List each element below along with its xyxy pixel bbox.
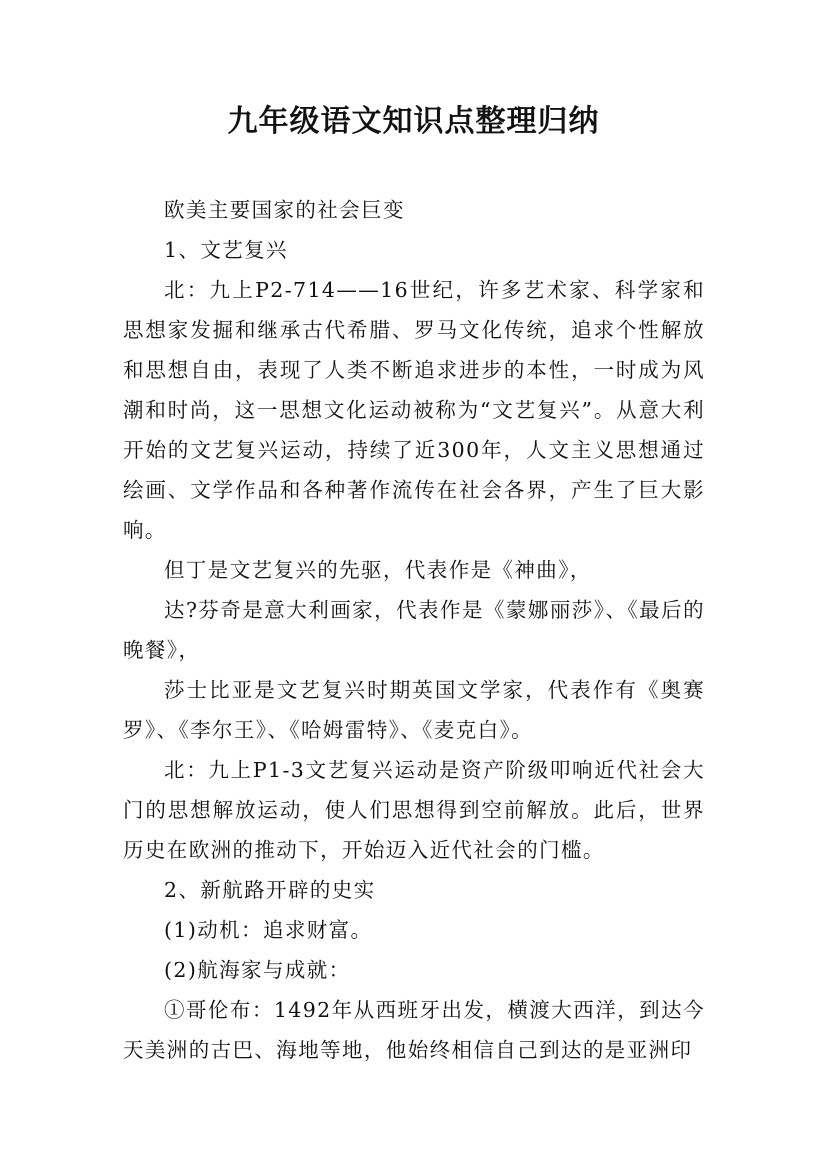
subsection-heading: 1、文艺复兴 [164,238,288,262]
section-heading: 欧美主要国家的社会巨变 [164,198,405,222]
document-title: 九年级语文知识点整理归纳 [227,104,600,139]
body-paragraph: ①哥伦布：1492年从西班牙出发，横渡大西洋，到达今天美洲的古巴、海地等地，他始终相信自己到达的是亚洲印 [123,998,705,1062]
document-body [123,190,705,1070]
subsection-heading: 2、新航路开辟的史实 [164,878,376,902]
body-paragraph: 达?芬奇是意大利画家，代表作是《蒙娜丽莎》、《最后的晚餐》， [123,598,705,662]
body-paragraph: 但丁是文艺复兴的先驱，代表作是《神曲》， [164,558,592,582]
body-paragraph: 莎士比亚是文艺复兴时期英国文学家，代表作有《奥赛罗》、《李尔王》、《哈姆雷特》、《麦克白》。 [123,678,705,742]
list-item: (1)动机：追求财富。 [164,918,373,942]
body-paragraph: 北：九上P2-714——16世纪，许多艺术家、科学家和思想家发掘和继承古代希腊、罗马文化传统，追求个性解放和思想自由，表现了人类不断追求进步的本性，一时成为风潮和时尚，这一思想文化运动被称为“文艺复兴”。从意大利开始的文艺复兴运动，持续了近300年，人文主义思想通过绘画、文学作品和各种著作流传在社会各界，产生了巨大影响。 [123,278,705,542]
body-paragraph: 北：九上P1-3文艺复兴运动是资产阶级叩响近代社会大门的思想解放运动，使人们思想得到空前解放。此后，世界历史在欧洲的推动下，开始迈入近代社会的门槛。 [123,758,705,862]
list-item: (2)航海家与成就： [164,958,351,982]
